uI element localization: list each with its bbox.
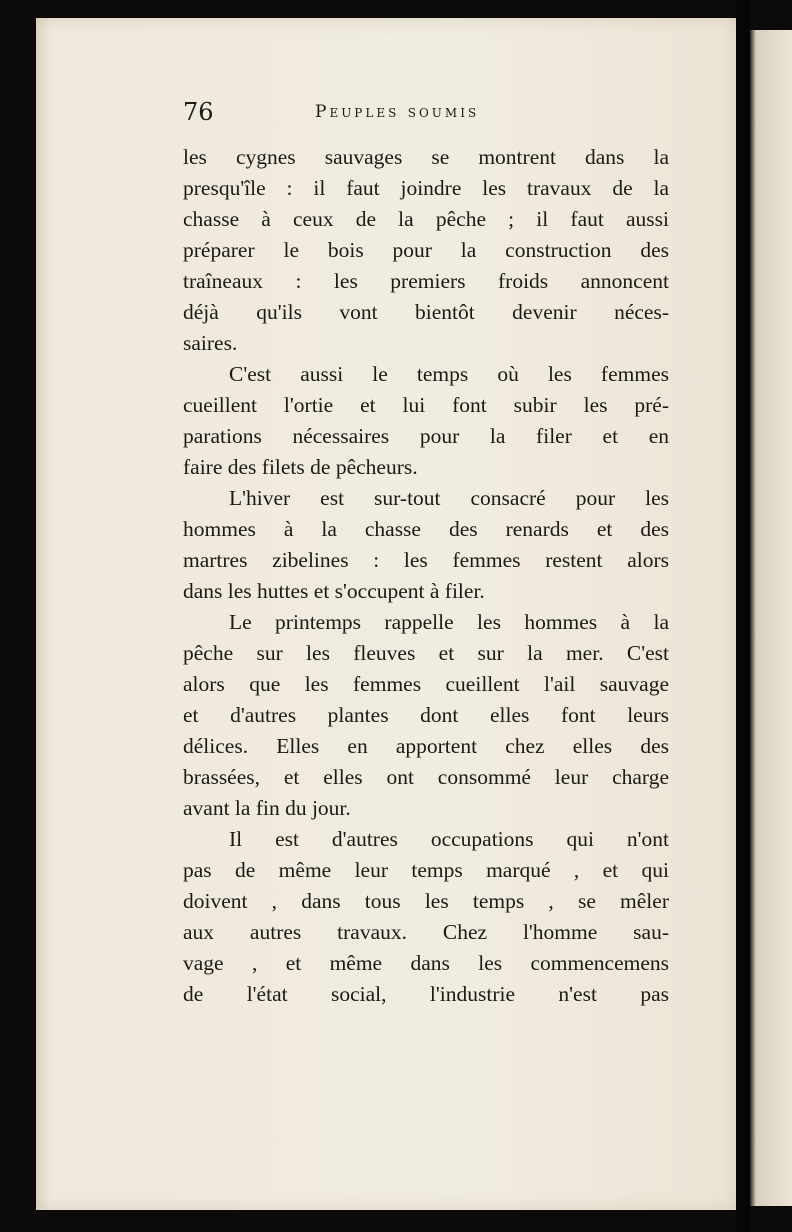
text-line: vage , et même dans les commencemens	[183, 951, 669, 975]
facing-page-edge	[750, 30, 792, 1206]
text-line: Le printemps rappelle les hommes à la	[229, 610, 669, 634]
page-header	[183, 96, 583, 136]
text-line: alors que les femmes cueillent l'ail sauvage	[183, 672, 669, 696]
text-line: délices. Elles en apportent chez elles des	[183, 734, 669, 758]
text-line: aux autres travaux. Chez l'homme sau-	[183, 920, 669, 944]
body-text	[183, 142, 669, 1010]
text-line: avant la fin du jour.	[183, 796, 351, 820]
text-line: C'est aussi le temps où les femmes	[229, 362, 669, 386]
text-line: cueillent l'ortie et lui font subir les pré-	[183, 393, 669, 417]
text-line: doivent , dans tous les temps , se mêler	[183, 889, 669, 913]
text-line: Il est d'autres occupations qui n'ont	[229, 827, 669, 851]
text-line: martres zibelines : les femmes restent alors	[183, 548, 669, 572]
text-line: presqu'île : il faut joindre les travaux de la	[183, 176, 669, 200]
text-line: les cygnes sauvages se montrent dans la	[183, 145, 669, 169]
text-line: préparer le bois pour la construction des	[183, 238, 669, 262]
text-line: brassées, et elles ont consommé leur charge	[183, 765, 669, 789]
text-line: hommes à la chasse des renards et des	[183, 517, 669, 541]
text-line: parations nécessaires pour la filer et en	[183, 424, 669, 448]
book-gutter	[736, 0, 750, 1232]
text-line: dans les huttes et s'occupent à filer.	[183, 579, 485, 603]
text-line: saires.	[183, 331, 238, 355]
text-line: L'hiver est sur-tout consacré pour les	[229, 486, 669, 510]
text-line: traîneaux : les premiers froids annoncent	[183, 269, 669, 293]
running-head: Peuples soumis	[315, 102, 480, 122]
text-line: pêche sur les fleuves et sur la mer. C'est	[183, 641, 669, 665]
text-line: chasse à ceux de la pêche ; il faut aussi	[183, 207, 669, 231]
text-line: déjà qu'ils vont bientôt devenir néces-	[183, 300, 669, 324]
page-number: 76	[183, 98, 214, 126]
text-line: de l'état social, l'industrie n'est pas	[183, 982, 669, 1006]
text-line: pas de même leur temps marqué , et qui	[183, 858, 669, 882]
text-line: faire des filets de pêcheurs.	[183, 455, 418, 479]
text-line: et d'autres plantes dont elles font leurs	[183, 703, 669, 727]
